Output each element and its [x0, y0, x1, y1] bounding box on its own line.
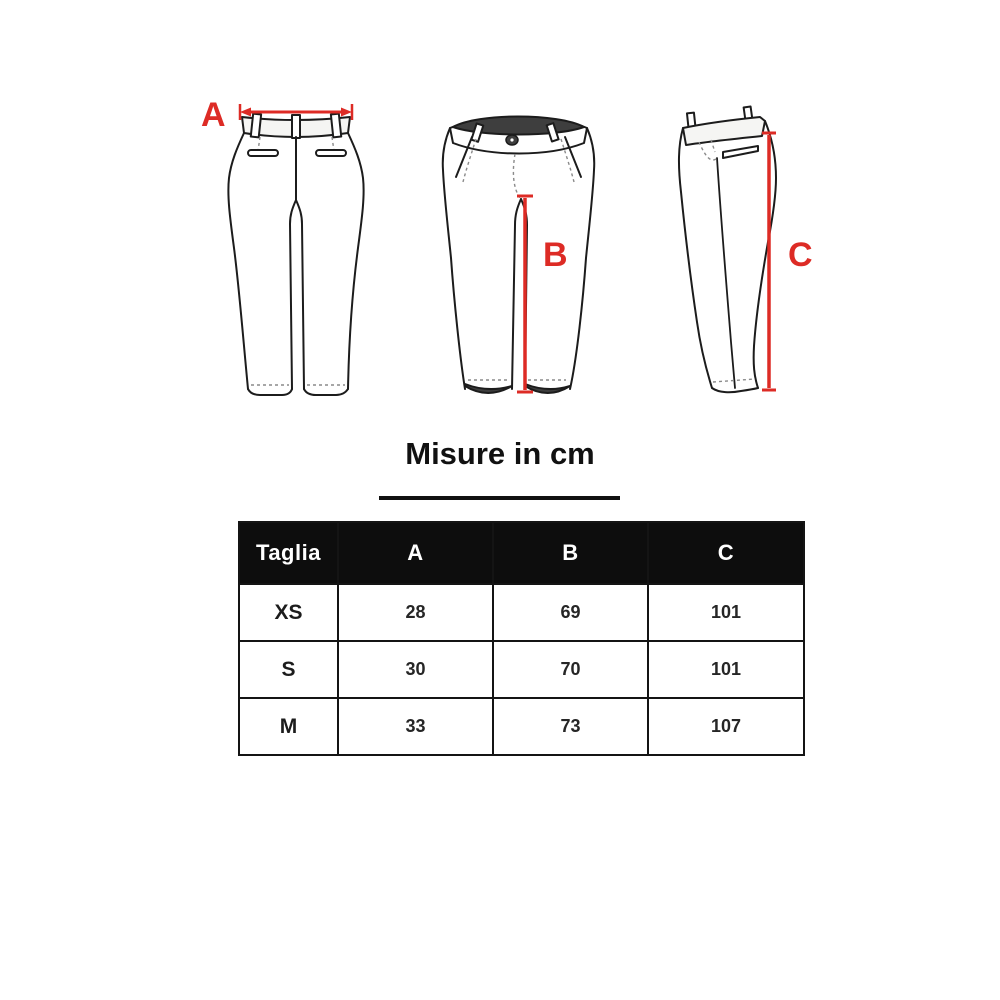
size-label: M	[239, 698, 338, 755]
measure-label-c: C	[788, 236, 813, 274]
measure-label-b: B	[543, 236, 568, 274]
size-row-xs	[239, 584, 804, 641]
size-value-c: 101	[648, 641, 804, 698]
header-b: B	[493, 522, 648, 584]
size-value-b: 70	[493, 641, 648, 698]
size-chart-title: Misure in cm	[405, 436, 595, 471]
size-table	[238, 521, 805, 756]
size-row-s	[239, 641, 804, 698]
size-table-header-row	[239, 522, 804, 584]
size-value-a: 33	[338, 698, 493, 755]
measure-label-a: A	[201, 96, 226, 134]
size-value-c: 107	[648, 698, 804, 755]
header-c: C	[648, 522, 804, 584]
measure-line-b	[517, 196, 533, 392]
header-taglia: Taglia	[239, 522, 338, 584]
title-underline	[379, 496, 620, 500]
size-value-a: 30	[338, 641, 493, 698]
size-row-m	[239, 698, 804, 755]
pants-front-view-drawing	[420, 96, 610, 406]
size-value-b: 69	[493, 584, 648, 641]
pants-back-view-drawing	[188, 92, 378, 407]
size-value-c: 101	[648, 584, 804, 641]
size-label: XS	[239, 584, 338, 641]
size-value-b: 73	[493, 698, 648, 755]
size-label: S	[239, 641, 338, 698]
waist-button	[506, 135, 518, 145]
header-a: A	[338, 522, 493, 584]
size-value-a: 28	[338, 584, 493, 641]
